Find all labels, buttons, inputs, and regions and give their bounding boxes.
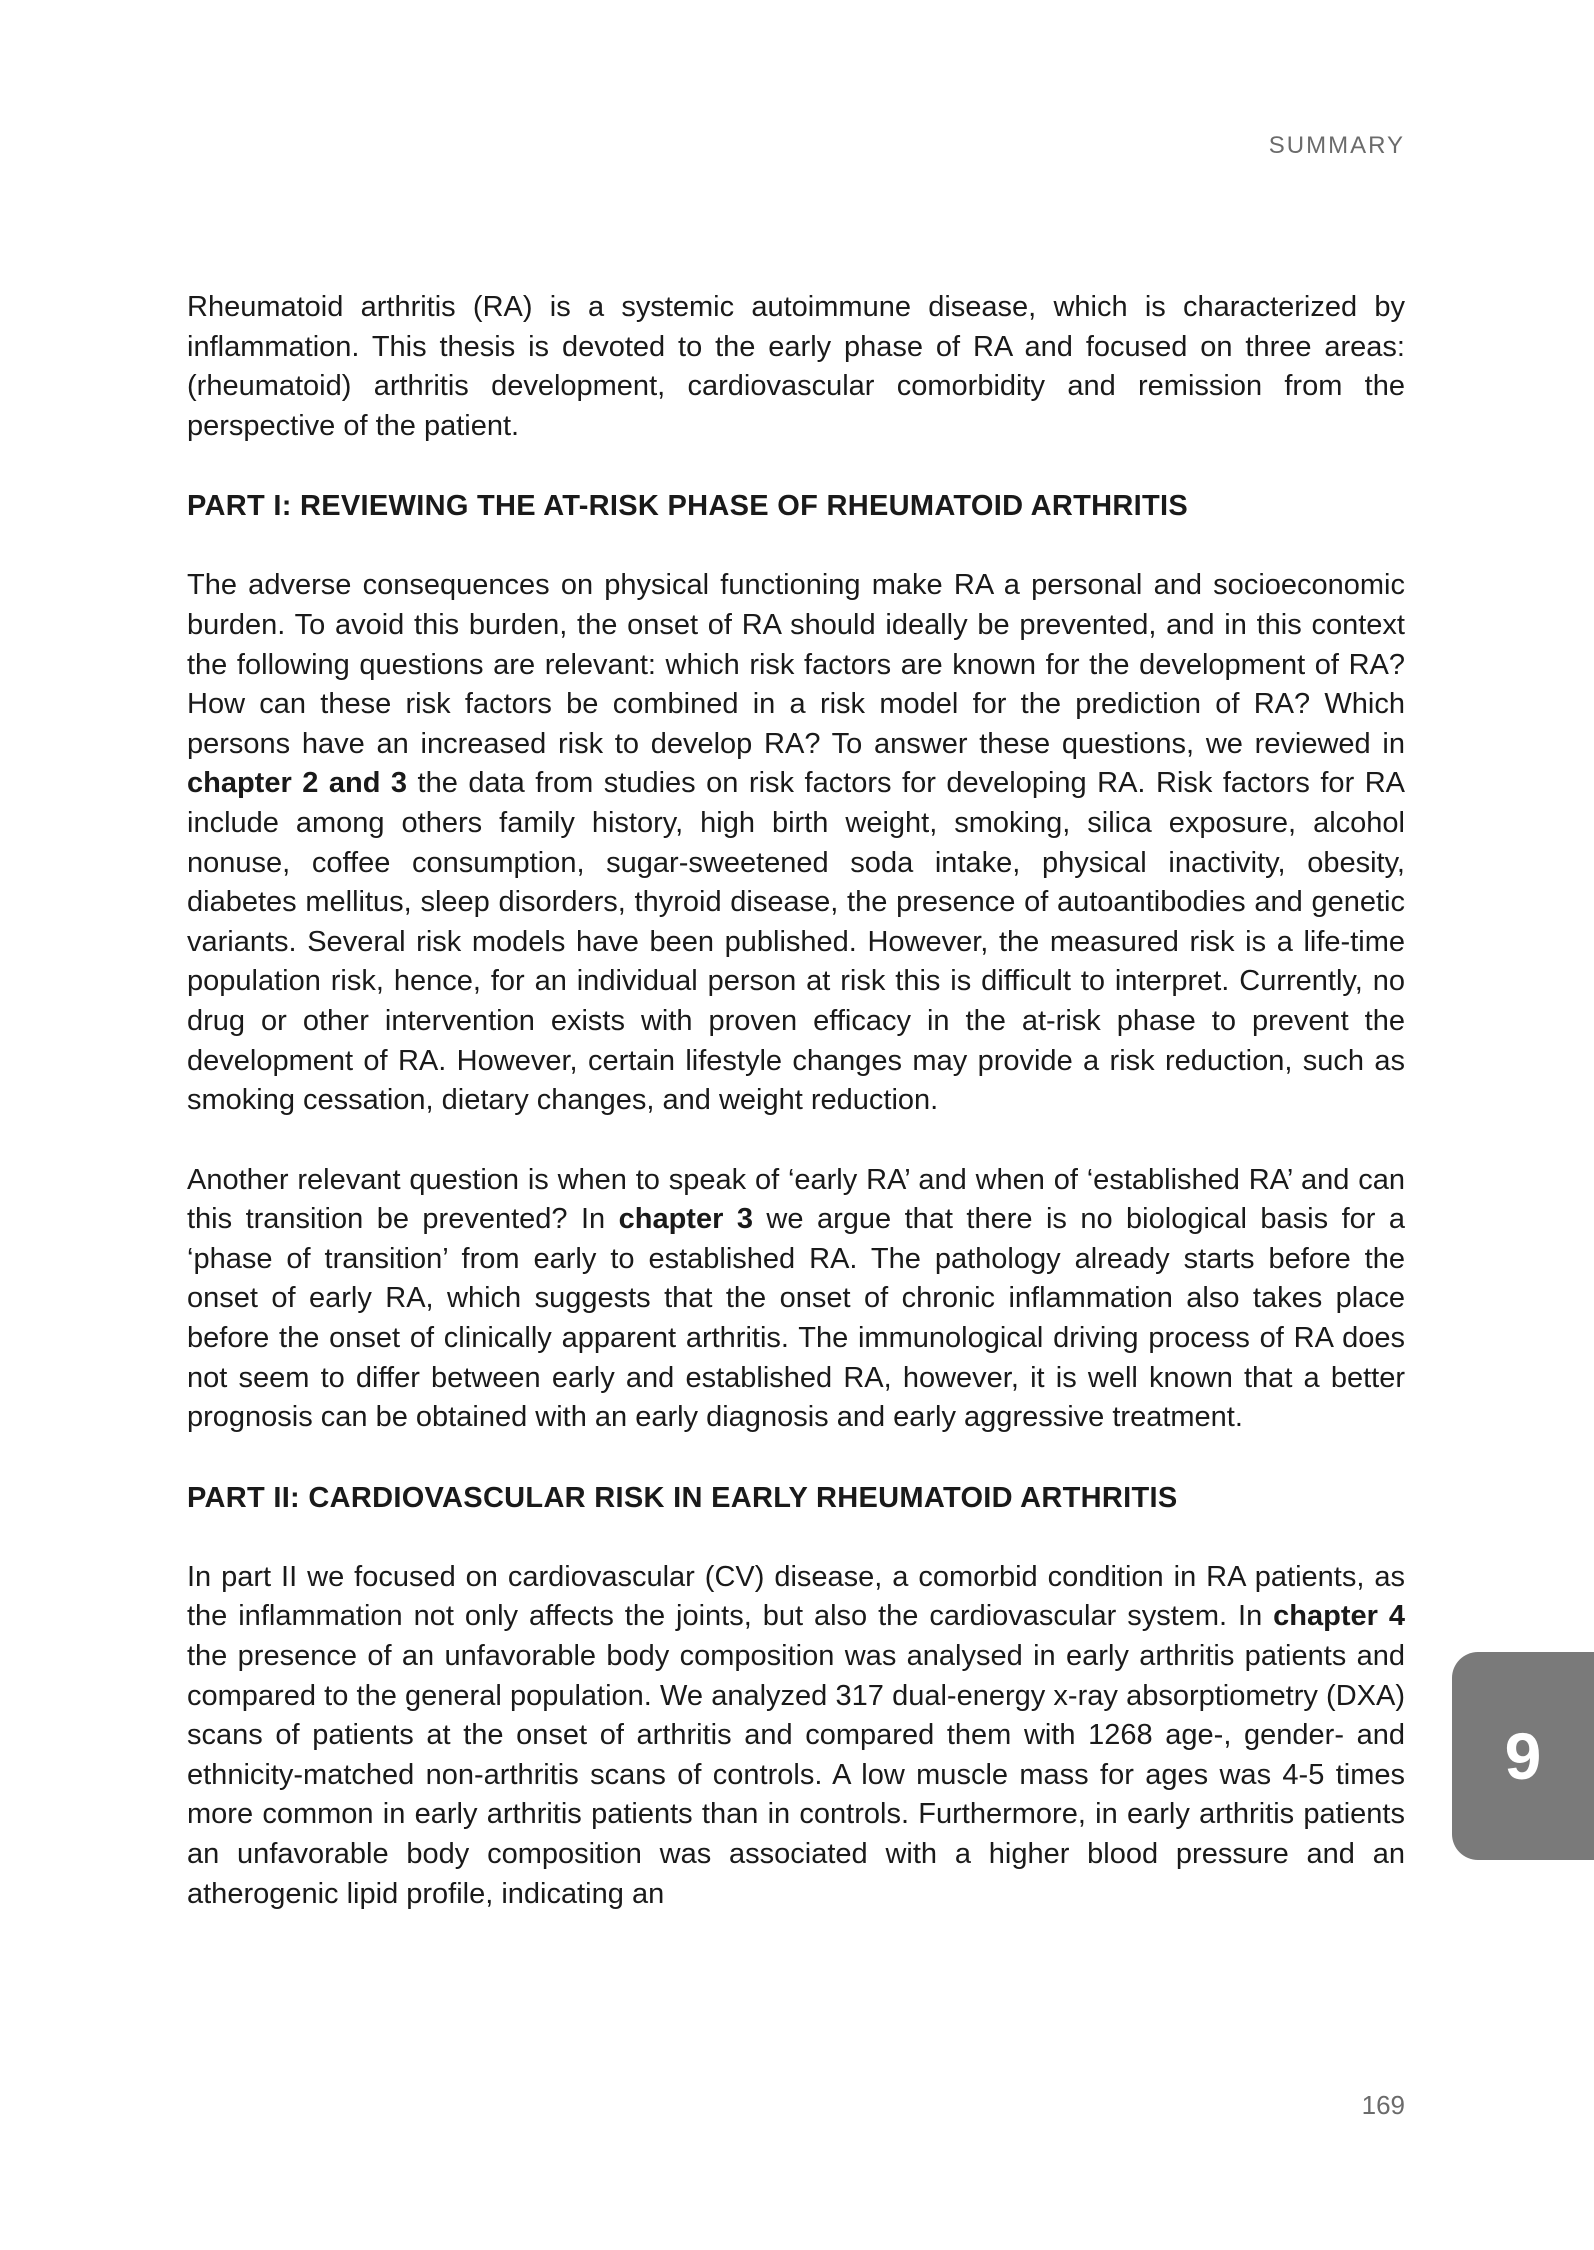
chapter-reference: chapter 3 (618, 1203, 753, 1236)
chapter-number: 9 (1504, 1719, 1542, 1793)
text-run: In part II we focused on cardiovascular (CV) disease, a comorbid condition in RA patients, as the inflammation not only affects the joints, but also the cardiovascular system. In (187, 1560, 1405, 1633)
chapter-reference: chapter 4 (1273, 1600, 1405, 1633)
part2-paragraph-1 (187, 1558, 1405, 1914)
intro-paragraph: Rheumatoid arthritis (RA) is a systemic autoimmune disease, which is characterized by inflammation. This thesis is devoted to the early phase of RA and focused on three areas: (rheumatoid) arthritis development, cardiovascular comorbidity and remission from the perspective of the patient. (187, 291, 1405, 442)
text-run: Another relevant question is when to speak of ‘early RA’ and when of ‘established RA’ and can this transition be prevented? In (187, 1163, 1405, 1236)
text-run: the presence of an unfavorable body composition was analysed in early arthritis patients and compared to the general population. We analyzed 317 dual-energy x-ray absorptiometry (DXA) scans of patients at the onset of arthritis and compared them with 1268 age-, gender- and ethnicity-matched non-arthritis scans of controls. A low muscle mass for ages was 4-5 times more common in early arthritis patients than in controls. Furthermore, in early arthritis patients an unfavorable body composition was associated with a higher blood pressure and an atherogenic lipid profile, indicating an (187, 1640, 1405, 1910)
text-run: The adverse consequences on physical functioning make RA a personal and socioeconomic burden. To avoid this burden, the onset of RA should ideally be prevented, and in this context the following questions are relevant: which risk factors are known for the development of RA? How can these risk factors be combined in a risk model for the prediction of RA? Which persons have an increased risk to develop RA? To answer these questions, we reviewed in (187, 569, 1405, 760)
text-run: the data from studies on risk factors for developing RA. Risk factors for RA include among others family history, high birth weight, smoking, silica exposure, alcohol nonuse, coffee consumption, sugar-sweetened soda intake, physical inactivity, obesity, diabetes mellitus, sleep disorders, thyroid disease, the presence of autoantibodies and genetic variants. Several risk models have been published. However, the measured risk is a life-time population risk, hence, for an individual person at risk this is difficult to interpret. Currently, no drug or other intervention exists with proven efficacy in the at-risk phase to prevent the development of RA. However, certain lifestyle changes may provide a risk reduction, such as smoking cessation, dietary changes, and weight reduction. (187, 767, 1406, 1117)
chapter-reference: chapter 2 and 3 (187, 767, 408, 800)
part2-heading: PART II: CARDIOVASCULAR RISK IN EARLY RHEUMATOID ARTHRITIS (187, 1481, 1178, 1514)
text-run: we argue that there is no biological basis for a ‘phase of transition’ from early to established RA. The pathology already starts before the onset of early RA, which suggests that the onset of chronic inflammation also takes place before the onset of clinically apparent arthritis. The immunological driving process of RA does not seem to differ between early and established RA, however, it is well known that a better prognosis can be obtained with an early diagnosis and early aggressive treatment. (187, 1203, 1405, 1434)
part1-heading: PART I: REVIEWING THE AT-RISK PHASE OF RHEUMATOID ARTHRITIS (187, 490, 1189, 523)
running-head: SUMMARY (1268, 132, 1405, 159)
chapter-tab (1452, 1652, 1594, 1860)
page-body (187, 288, 1405, 1914)
part1-paragraph-1 (187, 566, 1405, 1120)
page-number: 169 (1361, 2090, 1405, 2120)
part1-paragraph-2 (187, 1161, 1405, 1438)
